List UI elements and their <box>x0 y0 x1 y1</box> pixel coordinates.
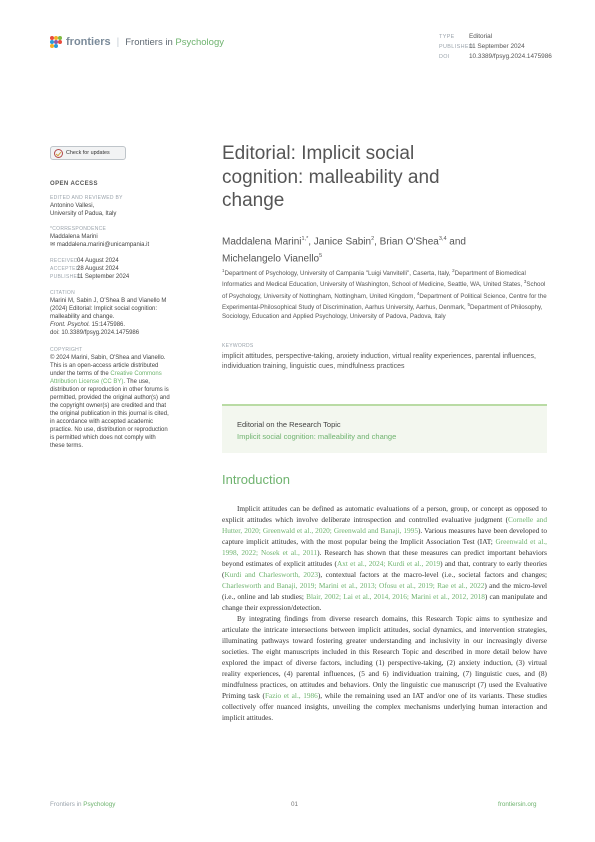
footer-journal-suffix: Psychology <box>83 801 116 808</box>
citation-journal: Front. Psychol. <box>50 322 91 328</box>
copyright-line: these terms. <box>50 443 84 449</box>
published-label: PUBLISHED <box>439 44 474 50</box>
edited-label: EDITED AND REVIEWED BY <box>50 195 123 201</box>
copyright-line: in accordance with accepted academic <box>50 419 154 425</box>
author-name[interactable]: Maddalena Marini <box>222 236 302 248</box>
journal-prefix: Frontiers in <box>125 36 173 48</box>
corr-email[interactable]: ✉ maddalena.marini@unicampania.it <box>50 242 150 248</box>
introduction-body <box>222 503 547 723</box>
author-name[interactable]: Michelangelo Vianello <box>222 253 320 265</box>
text: ). Various measures have been developed to capture implicit attitudes, with the most popular being the Implicit Association Test (IAT; <box>222 526 547 546</box>
citation-link[interactable]: Charlesworth and Banaji, 2019; Marini et al., 2013; Ofosu et al., 2019; Rae et al., 2022 <box>222 581 485 590</box>
doi-value[interactable]: 10.3389/fpsyg.2024.1475986 <box>469 53 552 60</box>
copyright-label: COPYRIGHT <box>50 347 83 353</box>
cc-link[interactable]: Creative Commons <box>110 371 162 377</box>
citation-doi[interactable]: doi: 10.3389/fpsyg.2024.1475986 <box>50 330 140 336</box>
check-updates-icon <box>54 149 63 158</box>
paragraph-2 <box>222 613 547 723</box>
doi-label: DOI <box>439 54 450 60</box>
text: ), contextual factors at the macro-level (i.e., societal factors and changes; <box>317 570 547 579</box>
site-link[interactable]: frontiersin.org <box>498 801 537 808</box>
published-value: 11 September 2024 <box>469 43 525 50</box>
author-sup: 2 <box>371 236 375 242</box>
keywords-label: KEYWORDS <box>222 343 254 349</box>
affiliation: Department of Psychology, University of Campania "Luigi Vanvitelli", Caserta, Italy, <box>224 270 453 278</box>
journal-header <box>50 36 224 48</box>
text: Implicit attitudes can be defined as automatic evaluations of a person, group, or concept as opposed to explicit attitudes which involve deliberate introspection and controlled evaluative judgment ( <box>222 504 547 524</box>
copyright-block <box>50 346 200 450</box>
footer-journal <box>50 801 115 808</box>
copyright-line: This is an open-access article distributed <box>50 363 159 369</box>
copyright-line: permitted, provided the original author(s) and <box>50 395 170 401</box>
text: ) and that, contrary to early theories ( <box>222 559 547 579</box>
citation-line-1: Marini M, Sabin J, O'Shea B and Vianello M <box>50 298 167 304</box>
accepted-value: 28 August 2024 <box>77 266 119 272</box>
title-line: Editorial: Implicit social <box>222 143 415 164</box>
citation-link[interactable]: Blair, 2002; Lai et al., 2014, 2016; Marini et al., 2012, 2018 <box>306 592 485 601</box>
page-number: 01 <box>291 801 299 808</box>
edited-name: Antonino Vallesi, <box>50 203 95 209</box>
citation-link[interactable]: Fazio et al., 1986 <box>264 691 318 700</box>
journal-name[interactable] <box>125 37 224 48</box>
dates-block <box>50 257 200 281</box>
type-label: TYPE <box>439 34 455 40</box>
citation-link[interactable]: Axt et al., 2024; Kurdi et al., 2019 <box>336 559 441 568</box>
affiliation: Department of Philosophy, Sociology, Education and Applied Psychology, University of Padova, Padova, Italy <box>222 304 543 320</box>
edited-affil: University of Padua, Italy <box>50 211 117 217</box>
copyright-line: under the terms of the <box>50 371 111 377</box>
text: ) and the micro-level (i.e., online and lab studies; <box>222 581 548 601</box>
article-title <box>222 142 542 213</box>
copyright-line: © 2024 Marini, Sabin, O'Shea and Vianello. <box>50 355 166 361</box>
text: ). Research has shown that these measures can predict important behaviors beyond estimates of explicit attitudes ( <box>222 548 548 568</box>
citation-link[interactable]: Cornelle and Hutter, 2020; Greenwald et al., 2020; Greenwald and Banaji, 1995 <box>222 515 547 535</box>
journal-suffix: Psychology <box>175 36 224 48</box>
accepted-label: ACCEPTED <box>50 266 80 272</box>
citation-block <box>50 289 200 337</box>
published-date-value: 11 September 2024 <box>77 274 130 280</box>
text: By integrating findings from diverse research domains, this Research Topic aims to synthesize and articulate the intricate intersections between implicit attitudes, social dynamics, and intervention strategies, illuminating pathways toward fostering greater understanding and inclusivity in our increasingly diverse societies. The eight manuscripts included in this Research Topic and described in more detail below have explored the impact of diverse factors, including (1) perspective-taking, (2) anxiety induction, (3) virtual reality experiences, (4) parental influences, (5 and 6) individuation training, (7) linguistic cues, and (8) mindfulness practices, on attitudes and behaviors. Only the linguistic cue manuscript (7) used the Evaluative Priming task ( <box>222 614 547 700</box>
introduction-heading: Introduction <box>222 472 290 487</box>
type-value: Editorial <box>469 33 493 40</box>
author-sup: 1,* <box>301 236 309 242</box>
citation-volume: 15:1475986. <box>90 322 126 328</box>
citation-label: CITATION <box>50 290 75 296</box>
copyright-line: is permitted which does not comply with <box>50 435 156 441</box>
affiliation: Department of Biomedical Informatics and Medical Education, University of Washington, School of Medicine, Seattle, WA, United States, <box>222 270 526 289</box>
topic-link[interactable]: Implicit social cognition: malleability and change <box>237 432 397 441</box>
author-sup: 3,4 <box>438 236 447 242</box>
corr-name: Maddalena Marini <box>50 234 98 240</box>
topic-label: Editorial on the Research Topic <box>237 420 341 429</box>
author-name[interactable]: , Brian O'Shea <box>374 236 439 248</box>
title-line: change <box>222 190 285 211</box>
paragraph-1 <box>222 503 547 613</box>
cc-by-link[interactable]: Attribution License (CC BY) <box>50 379 124 385</box>
copyright-line: distribution or reproduction in other forums is <box>50 387 169 393</box>
citation-line-3: malleability and change. <box>50 314 115 320</box>
citation-link[interactable]: Greenwald et al., 1998, 2022; Nosek et al., 2011 <box>222 537 547 557</box>
author-name[interactable]: , Janice Sabin <box>308 236 372 248</box>
received-label: RECEIVED <box>50 258 78 264</box>
copyright-line: . The use, <box>123 379 150 385</box>
keywords: implicit attitudes, perspective-taking, anxiety induction, virtual reality experiences, parental influences, individuation training, linguistic cues, mindfulness practices <box>222 353 536 370</box>
research-topic-box <box>222 404 547 453</box>
article-meta <box>439 32 552 62</box>
author-conj: and <box>446 236 466 248</box>
check-for-updates-button[interactable] <box>50 146 126 160</box>
title-line: cognition: malleability and <box>222 166 440 188</box>
frontiers-logo-icon <box>50 36 62 48</box>
citation-line-2: (2024) Editorial: Implicit social cognition: <box>50 306 158 312</box>
edited-by-block <box>50 194 200 218</box>
corr-label: *CORRESPONDENCE <box>50 226 107 232</box>
open-access-label: OPEN ACCESS <box>50 181 98 187</box>
copyright-line: the copyright owner(s) are credited and that <box>50 403 167 409</box>
text: ) can manipulate and change their expression/detection. <box>222 592 547 612</box>
author-sup: 5 <box>319 253 323 260</box>
affiliation: Department of Political Science, Centre for the Experimental-Philosophical Study of Discrimination, Aarhus University, Aarhus, Denmark, <box>222 293 547 312</box>
copyright-line: practice. No use, distribution or reproduction <box>50 427 168 433</box>
footer-journal-prefix: Frontiers in <box>50 801 84 808</box>
copyright-line: the original publication in this journal is cited, <box>50 411 169 417</box>
received-value: 04 August 2024 <box>77 258 119 264</box>
brand-name: frontiers <box>66 36 111 48</box>
citation-link[interactable]: Kurdi and Charlesworth, 2023 <box>224 570 318 579</box>
published-date-label: PUBLISHED <box>50 274 82 280</box>
author-list <box>222 232 542 267</box>
affiliations: $^1$Department of Psychology, University of Campania "Luigi Vanvitelli", Caserta, Italy, $^2$Department of Biomedical Informatics and Medical Education, University of Washington, School of Medicine, Seattle, WA, United States, $^3$School of Psychology, University of Nottingham, Nottingham, United Kingdom, $^4$Department of Political Science, Centre for the Experimental-Philosophical Study of Discrimination, Aarhus University, Aarhus, Denmark, $^5$Department of Philosophy, Sociology, Education and Applied Psychology, University of Padova, Padova, Italy <box>222 268 547 320</box>
check-updates-label: Check for updates <box>66 150 110 156</box>
correspondence-block <box>50 225 200 249</box>
affiliation: School of Psychology, University of Nottingham, Nottingham, United Kingdom, <box>222 281 546 300</box>
text: ), while the remaining used an IAT and/or one of its variants. These studies collectively offer nuanced insights, unveiling the complex mechanisms underlying human interaction and implicit attitudes. <box>222 691 547 722</box>
header-divider: | <box>116 36 120 48</box>
